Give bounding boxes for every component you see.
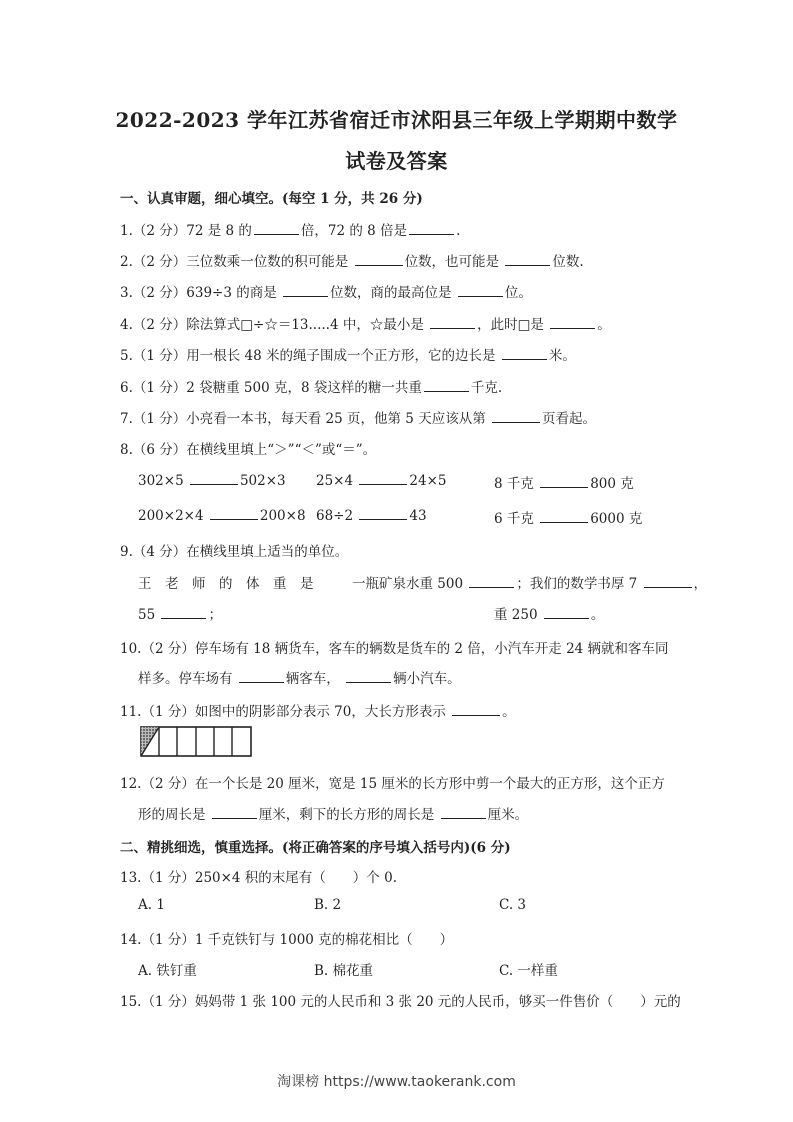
question-8-stem: 8.（6 分）在横线里填上“＞”“＜”或“＝”。 <box>120 442 377 458</box>
q12-text-b: 厘米，剩下的长方形的周长是 <box>258 807 435 823</box>
question-1 <box>120 219 460 239</box>
q7-text-a: 7.（1 分）小亮看一本书，每天看 25 页，他第 5 天应该从第 <box>120 411 486 427</box>
answer-blank[interactable] <box>550 316 595 329</box>
q5-text-a: 5.（1 分）用一根长 48 米的绳子围成一个正方形，它的边长是 <box>120 348 496 364</box>
question-6 <box>120 376 502 396</box>
answer-blank[interactable] <box>441 806 486 819</box>
answer-blank[interactable] <box>283 284 328 297</box>
q14-option-a[interactable]: A. 铁钉重 <box>138 963 197 979</box>
answer-blank[interactable] <box>359 472 407 485</box>
q9-teacher-number: 55 <box>138 607 156 623</box>
q11-text-b: 。 <box>502 704 516 720</box>
answer-blank[interactable] <box>540 475 588 488</box>
answer-blank[interactable] <box>458 284 503 297</box>
answer-blank[interactable] <box>492 410 540 423</box>
q11-rectangle-figure <box>140 726 252 762</box>
q6-text-b: 千克. <box>470 380 503 396</box>
q2-text-c: 位数. <box>552 254 584 270</box>
q4-text-a: 4.（2 分）除法算式□÷☆＝13.....4 中，☆最小是 <box>120 317 424 333</box>
q9-water-text: 一瓶矿泉水重 500 <box>352 576 464 592</box>
q10-text-c: 辆小汽车。 <box>393 671 461 687</box>
q8-left: 6 千克 <box>494 511 534 527</box>
answer-blank[interactable] <box>254 222 299 235</box>
answer-blank[interactable] <box>540 510 588 523</box>
q13-option-b[interactable]: B. 2 <box>314 897 342 913</box>
q13-option-c[interactable]: C. 3 <box>499 897 527 913</box>
q12-text-a: 形的周长是 <box>138 807 206 823</box>
q3-text-c: 位。 <box>504 285 532 301</box>
q8-left: 302×5 <box>138 473 184 489</box>
q8-right: 502×3 <box>239 473 286 489</box>
q9-period: 。 <box>590 607 605 623</box>
q3-text-a: 3.（2 分）639÷3 的商是 <box>120 285 277 301</box>
q10-text-a: 样多。停车场有 <box>138 671 233 687</box>
answer-blank[interactable] <box>355 253 403 266</box>
question-10-line-2 <box>138 667 461 687</box>
q8-item <box>138 507 306 524</box>
answer-blank[interactable] <box>346 670 391 683</box>
q6-text-a: 6.（1 分）2 袋糖重 500 克，8 袋这样的糖一共重 <box>120 380 422 396</box>
section-2-heading: 二、精挑细选，慎重选择。(将正确答案的序号填入括号内)(6 分) <box>120 840 511 856</box>
q4-text-b: ，此时□是 <box>477 317 544 333</box>
q8-item <box>316 472 446 489</box>
q1-text-c: . <box>456 223 461 239</box>
q8-item <box>494 472 634 492</box>
question-2 <box>120 250 584 270</box>
answer-blank[interactable] <box>190 472 238 485</box>
answer-blank[interactable] <box>359 507 407 520</box>
question-3 <box>120 281 532 301</box>
title-line-1: 2022-2023 学年江苏省宿迁市沭阳县三年级上学期期中数学 <box>115 108 678 132</box>
answer-blank[interactable] <box>502 347 547 360</box>
question-12-line-2 <box>138 803 528 823</box>
answer-blank[interactable] <box>505 253 550 266</box>
q8-right: 200×8 <box>259 508 306 524</box>
q8-right: 800 克 <box>590 476 634 492</box>
q9-semicolon: ； <box>208 607 222 623</box>
q9-item-book-weight <box>494 603 604 623</box>
question-13-stem: 13.（1 分）250×4 积的末尾有（ ）个 0. <box>120 870 397 886</box>
answer-blank[interactable] <box>161 606 206 619</box>
q8-left: 25×4 <box>316 473 354 489</box>
q8-item <box>494 507 642 527</box>
footer-watermark: 淘课榜 https://www.taokerank.com <box>277 1074 516 1090</box>
answer-blank[interactable] <box>212 806 257 819</box>
q12-text-c: 厘米。 <box>487 807 529 823</box>
question-4 <box>120 313 611 333</box>
answer-blank[interactable] <box>424 379 469 392</box>
q1-text-a: 1.（2 分）72 是 8 的 <box>120 223 252 239</box>
question-5 <box>120 344 576 364</box>
q3-text-b: 位数，商的最高位是 <box>330 285 452 301</box>
q1-text-b: 倍，72 的 8 倍是 <box>300 223 408 239</box>
answer-blank[interactable] <box>644 575 692 588</box>
question-10-line-1: 10.（2 分）停车场有 18 辆货车，客车的辆数是货车的 2 倍，小汽车开走 24 辆就和客车同 <box>120 641 669 657</box>
q8-right: 6000 克 <box>590 511 643 527</box>
q8-left: 68÷2 <box>316 508 354 524</box>
q10-text-b: 辆客车， <box>285 671 340 687</box>
q7-text-b: 页看起。 <box>542 411 596 427</box>
q14-option-b[interactable]: B. 棉花重 <box>314 963 374 979</box>
q9-book-text: ；我们的数学书厚 7 <box>516 576 638 592</box>
answer-blank[interactable] <box>430 316 475 329</box>
q8-right: 43 <box>409 508 427 524</box>
q9-item-teacher-weight: 王 老 师 的 体 重 是 <box>138 576 314 592</box>
q11-text-a: 11.（1 分）如图中的阴影部分表示 70，大长方形表示 <box>120 704 446 720</box>
answer-blank[interactable] <box>544 606 589 619</box>
question-7 <box>120 407 596 427</box>
q9-weight-text: 重 250 <box>494 607 538 623</box>
q9-comma: ， <box>693 576 708 592</box>
q8-left: 200×2×4 <box>138 508 204 524</box>
q13-option-a[interactable]: A. 1 <box>138 897 165 913</box>
q5-text-b: 米。 <box>548 348 576 364</box>
question-11 <box>120 700 516 720</box>
q8-item <box>138 472 286 489</box>
q8-left: 8 千克 <box>494 476 534 492</box>
question-9-stem: 9.（4 分）在横线里填上适当的单位。 <box>120 544 349 560</box>
question-12-line-1: 12.（2 分）在一个长是 20 厘米，宽是 15 厘米的长方形中剪一个最大的正方形，这个正方 <box>120 776 665 792</box>
question-15-stem: 15.（1 分）妈妈带 1 张 100 元的人民币和 3 张 20 元的人民币，够买一件售价（ ）元的 <box>120 994 681 1010</box>
answer-blank[interactable] <box>469 575 514 588</box>
question-14-stem: 14.（1 分）1 千克铁钉与 1000 克的棉花相比（ ） <box>120 932 454 948</box>
q9-item-water <box>352 572 707 592</box>
answer-blank[interactable] <box>452 703 500 716</box>
q2-text-b: 位数，也可能是 <box>404 254 500 270</box>
q8-right: 24×5 <box>409 473 447 489</box>
q4-text-c: 。 <box>597 317 611 333</box>
q9-item-teacher-value <box>138 603 222 623</box>
q14-option-c[interactable]: C. 一样重 <box>499 963 558 979</box>
q2-text-a: 2.（2 分）三位数乘一位数的积可能是 <box>120 254 349 270</box>
answer-blank[interactable] <box>210 507 258 520</box>
q8-item <box>316 507 427 524</box>
section-1-heading: 一、认真审题，细心填空。(每空 1 分，共 26 分) <box>120 191 423 207</box>
shaded-rectangle-icon <box>140 726 252 758</box>
answer-blank[interactable] <box>239 670 284 683</box>
answer-blank[interactable] <box>409 222 454 235</box>
title-line-2: 试卷及答案 <box>345 149 448 173</box>
